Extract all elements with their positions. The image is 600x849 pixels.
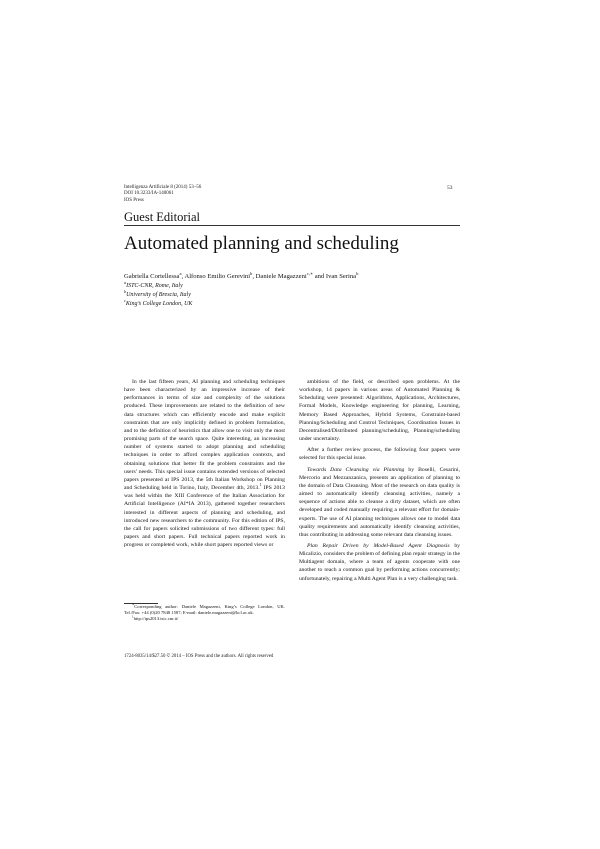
journal-publisher: IOS Press: [124, 197, 144, 203]
copyright-line: 1724-8035/14/$27.50 © 2014 – IOS Press and the authors. All rights reserved: [124, 654, 274, 659]
author-name: , Daniele Magazzeni: [252, 273, 307, 280]
affiliation-text: ISTC-CNR, Rome, Italy: [126, 283, 183, 289]
affiliation-text: University of Brescia, Italy: [126, 292, 191, 298]
author-name: Gabriella Cortellessa: [124, 273, 180, 280]
body-column-right: [299, 378, 460, 583]
footnote: [124, 604, 285, 616]
body-paragraph: After a further review process, the following four papers were selected for this special issue.: [299, 447, 460, 462]
affiliation: [124, 280, 183, 289]
paper-title-ref: Towards Data Cleansing via Planning: [307, 466, 405, 473]
body-text: IPS 2013 was held within the XIII Conference of the Italian Association for Artificial Intelligence (AI*IA 2013), gathered together researchers interested in different aspects of planning and scheduling, and introduced new researchers to the community. For this edition of IPS, the call for papers solicited submissions of two different types: full papers and short papers. Full technical papers reported work in progress or completed work, while short papers reported views or: [124, 485, 285, 549]
author-list: [124, 270, 359, 280]
author-name: and Ivan Serina: [313, 273, 357, 280]
affiliation-mark: a: [124, 280, 127, 285]
footnote-link[interactable]: http://ips2013.istc.cnr.it/: [133, 616, 179, 622]
footnote: [124, 616, 285, 622]
body-paragraph: [299, 542, 460, 583]
footnote-ref: 1: [259, 482, 262, 488]
author-name: , Alfonso Emilio Gerevini: [181, 273, 251, 280]
body-text: by Micalizio, considers the problem of defining plan repair strategy in the Multiagent domain, where a team of agents cooperate with one another to reach a common goal by performing actions concurrently; unfortunately, repairing a Multi Agent Plan is a very challenging task.: [299, 542, 460, 582]
journal-citation: Intelligenza Artificiale 8 (2014) 53–56: [124, 185, 202, 190]
affiliation-mark: b: [124, 289, 127, 294]
paper-title-ref: Plan Repair Driven by Model-Based Agent Diagnosis: [307, 542, 450, 549]
footnote-mark: 1: [132, 614, 134, 619]
journal-doi: DOI 10.3233/IA-140061: [124, 191, 174, 197]
footnote-text: Corresponding author: Daniele Magazzeni, King’s College London, UK. Tel./Fax: +44 (0)20 7848 1587; E-mail: daniele.magazzeni@kcl.ac.uk.: [124, 604, 285, 616]
section-rule: [124, 225, 460, 226]
affiliation: [124, 289, 191, 298]
footnote-mark: ∗: [132, 602, 135, 607]
author-affil-mark: a: [179, 270, 182, 276]
author-affil-mark: b: [356, 270, 359, 276]
journal-info: [124, 185, 201, 204]
body-paragraph: ambitions of the field, or described open problems. At the workshop, 14 papers in various areas of Automated Planning & Scheduling were presented: Algorithms, Applications, Architectures, Formal Models, Knowledge engineering for planning, Learning, Memory Based Approaches, Hybrid Systems, Constraint-based Planning/Scheduling and Control Techniques, Coordination Issues in Decentralised/Distributed planning/scheduling, Planning/scheduling under uncertainty.: [299, 379, 460, 443]
page-number: 53: [447, 185, 453, 191]
body-text: In the last fifteen years, AI planning and scheduling techniques have been characterized by an impressive increase of their performances in terms of size and complexity of the solutions produced. These improvements are related to the definition of new data structures which can efficiently encode and make explicit constraints that are only implicitly defined in problem formulation, and to the definition of heuristics that allow one to visit only the most promising parts of the search space. Quite interesting, an increasing number of systems started to adopt planning and scheduling techniques in order to afford complex application contexts, and obtaining solutions that better fit the problem constraints and the users’ needs. This special issue contains extended versions of selected papers presented at IPS 2013, the 5th Italian Workshop on Planning and Scheduling held in Torino, Italy, December 4th, 2013.: [124, 379, 285, 492]
section-label: Guest Editorial: [124, 210, 201, 224]
footnotes: [124, 604, 285, 623]
body-paragraph: [124, 378, 285, 549]
body-column-left: [124, 378, 285, 549]
author-affil-mark: b: [250, 270, 253, 276]
article-title: Automated planning and scheduling: [124, 233, 399, 254]
body-text: by Boselli, Cesarini, Mercorio and Mezzanzanica, presents an application of planning to the domain of Data Cleansing. Most of the research on data quality is aimed to automatically identify cleansing activities, namely a sequence of actions able to cleanse a dirty dataset, which are often developed and coded manually requiring a relevant effort for domain-experts. The use of AI planning techniques allows one to model data quality requirements and automatically identify cleansing activities, thus contributing in addressing some relevant data cleansing issues.: [299, 466, 460, 538]
affiliation-mark: c: [124, 298, 126, 303]
affiliation: [124, 298, 193, 307]
author-affil-mark: c,∗: [306, 270, 314, 276]
affiliation-text: King’s College London, UK: [125, 301, 193, 307]
body-paragraph: [299, 466, 460, 539]
